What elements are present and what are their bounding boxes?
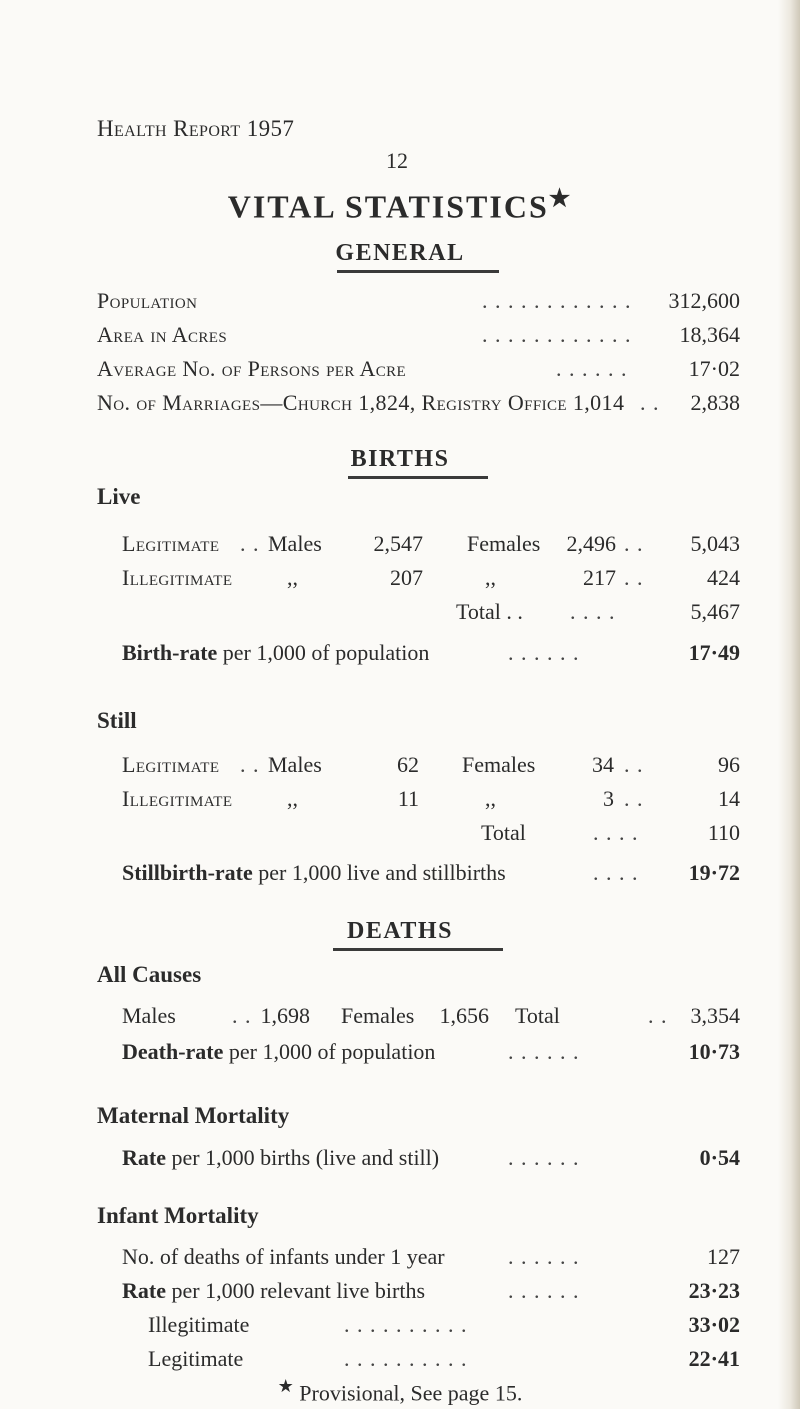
males-value: 2,547 <box>373 531 423 556</box>
females-value: 3 <box>603 786 614 811</box>
row-label: Illegitimate <box>122 786 233 811</box>
live-total-row <box>0 599 800 631</box>
total-label: Total <box>515 1003 560 1028</box>
deaths-underline <box>333 948 503 951</box>
total-value: 424 <box>707 565 740 590</box>
total-value: 96 <box>718 752 740 777</box>
general-row-persons-per-acre <box>0 356 800 388</box>
males-label: Males <box>268 752 322 777</box>
females-value: 34 <box>592 752 614 777</box>
total-label: Total . . <box>456 599 523 624</box>
total-value: 5,043 <box>690 531 740 556</box>
general-row-population <box>0 288 800 320</box>
leader-dots: . . . . <box>593 860 639 885</box>
females-label: Females <box>341 1003 415 1028</box>
total-value: 3,354 <box>690 1003 740 1028</box>
row-value: 127 <box>707 1244 740 1269</box>
leader-dots: . . <box>624 565 644 590</box>
infant-rate-row <box>0 1278 800 1310</box>
males-label: Males <box>268 531 322 556</box>
infant-mortality-heading: Infant Mortality <box>97 1203 259 1228</box>
leader-dots: . . . . . . . . . . <box>344 1312 468 1337</box>
row-value: 17·02 <box>688 356 740 381</box>
rate-description: per 1,000 relevant live births <box>171 1278 426 1303</box>
leader-dots: . . <box>232 1003 252 1028</box>
ditto-mark: ,, <box>485 565 496 590</box>
females-value: 1,656 <box>439 1003 489 1028</box>
deaths-heading: DEATHS <box>347 918 453 944</box>
row-label: Legitimate <box>122 531 220 556</box>
general-underline <box>337 270 499 273</box>
leader-dots: . . . . . . <box>508 1039 580 1064</box>
leader-dots: . . . . . . . . . . . . <box>482 322 632 347</box>
rate-label: Rate <box>122 1278 166 1303</box>
leader-dots: . . <box>640 390 660 415</box>
leader-dots: . . . . . . <box>556 356 628 381</box>
rate-text <box>122 860 506 886</box>
maternal-mortality-heading: Maternal Mortality <box>97 1103 290 1128</box>
rate-text <box>122 1145 439 1171</box>
infant-illegitimate-row <box>0 1312 800 1344</box>
row-label: Illegitimate <box>148 1312 250 1337</box>
births-heading: BIRTHS <box>350 446 450 472</box>
rate-description: per 1,000 births (live and still) <box>171 1145 440 1170</box>
leader-dots: . . <box>240 752 260 777</box>
death-rate-row <box>0 1039 800 1071</box>
leader-dots: . . . . . . <box>508 640 580 665</box>
row-value: 18,364 <box>679 322 740 347</box>
row-label: Area in Acres <box>97 322 228 347</box>
leader-dots: . . . . <box>593 820 639 845</box>
leader-dots: . . . . . . . . . . <box>344 1346 468 1371</box>
leader-dots: . . . . . . <box>508 1244 580 1269</box>
total-value: 14 <box>718 786 740 811</box>
ditto-mark: ,, <box>485 786 496 811</box>
footnote <box>0 1376 800 1406</box>
page-number: 12 <box>386 148 408 173</box>
asterisk-mark-icon: ★ <box>548 186 573 212</box>
infant-legitimate-row <box>0 1346 800 1378</box>
leader-dots: . . . . <box>570 599 616 624</box>
births-underline <box>348 476 488 479</box>
rate-description: per 1,000 live and stillbirths <box>258 860 506 885</box>
rate-label: Death-rate <box>122 1039 224 1064</box>
males-value: 62 <box>397 752 419 777</box>
rate-description: per 1,000 of population <box>222 640 430 665</box>
maternal-rate-row <box>0 1145 800 1177</box>
row-value: 2,838 <box>690 390 740 415</box>
rate-label: Stillbirth-rate <box>122 860 253 885</box>
asterisk-mark-icon: ★ <box>277 1376 294 1396</box>
rate-value: 0·54 <box>699 1145 740 1170</box>
row-label: Legitimate <box>122 752 220 777</box>
row-value: 22·41 <box>688 1346 740 1371</box>
females-label: Females <box>462 752 536 777</box>
rate-label: Rate <box>122 1145 166 1170</box>
live-illegitimate-row <box>0 565 800 597</box>
row-value: 33·02 <box>688 1312 740 1337</box>
ditto-mark: ,, <box>287 565 298 590</box>
total-value: 110 <box>707 820 740 845</box>
general-row-area <box>0 322 800 354</box>
leader-dots: . . . . . . . . . . . . <box>482 288 632 313</box>
rate-value: 23·23 <box>688 1278 740 1303</box>
running-head: Health Report 1957 <box>97 116 295 141</box>
rate-value: 19·72 <box>688 860 740 885</box>
females-label: Females <box>467 531 541 556</box>
page-title-text: VITAL STATISTICS <box>227 188 549 225</box>
leader-dots: . . . . . . <box>508 1278 580 1303</box>
total-value: 5,467 <box>690 599 740 624</box>
males-label: Males <box>122 1003 176 1028</box>
rate-text <box>122 640 429 666</box>
leader-dots: . . <box>648 1003 668 1028</box>
stillbirth-rate-row <box>0 860 800 892</box>
deaths-males-females-row <box>0 1003 800 1035</box>
row-label: Average No. of Persons per Acre <box>97 356 407 381</box>
rate-value: 17·49 <box>688 640 740 665</box>
leader-dots: . . <box>624 531 644 556</box>
row-label: No. of Marriages—Church 1,824, Registry Office 1,014 <box>97 390 625 415</box>
general-row-marriages <box>0 390 800 422</box>
leader-dots: . . . . . . <box>508 1145 580 1170</box>
still-heading: Still <box>97 708 137 733</box>
footnote-text: Provisional, See page 15. <box>299 1380 523 1406</box>
rate-value: 10·73 <box>688 1039 740 1064</box>
males-value: 207 <box>390 565 423 590</box>
row-label: No. of deaths of infants under 1 year <box>122 1244 445 1269</box>
ditto-mark: ,, <box>287 786 298 811</box>
page-title <box>0 184 800 226</box>
leader-dots: . . <box>240 531 260 556</box>
row-label: Illegitimate <box>122 565 233 590</box>
rate-description: per 1,000 of population <box>228 1039 436 1064</box>
rate-label: Birth-rate <box>122 640 218 665</box>
males-value: 11 <box>397 786 419 811</box>
still-illegitimate-row <box>0 786 800 818</box>
row-label: Legitimate <box>148 1346 244 1371</box>
row-value: 312,600 <box>668 288 740 313</box>
general-heading: GENERAL <box>335 240 465 266</box>
live-legitimate-row <box>0 531 800 563</box>
total-label: Total <box>481 820 526 845</box>
females-value: 2,496 <box>566 531 616 556</box>
rate-text <box>122 1039 435 1065</box>
leader-dots: . . <box>624 786 644 811</box>
all-causes-heading: All Causes <box>97 962 202 987</box>
still-legitimate-row <box>0 752 800 784</box>
rate-text <box>122 1278 425 1304</box>
still-total-row <box>0 820 800 852</box>
row-label: Population <box>97 288 198 313</box>
infant-deaths-row <box>0 1244 800 1276</box>
males-value: 1,698 <box>260 1003 310 1028</box>
live-heading: Live <box>97 484 141 509</box>
birth-rate-row <box>0 640 800 672</box>
females-value: 217 <box>583 565 616 590</box>
leader-dots: . . <box>624 752 644 777</box>
